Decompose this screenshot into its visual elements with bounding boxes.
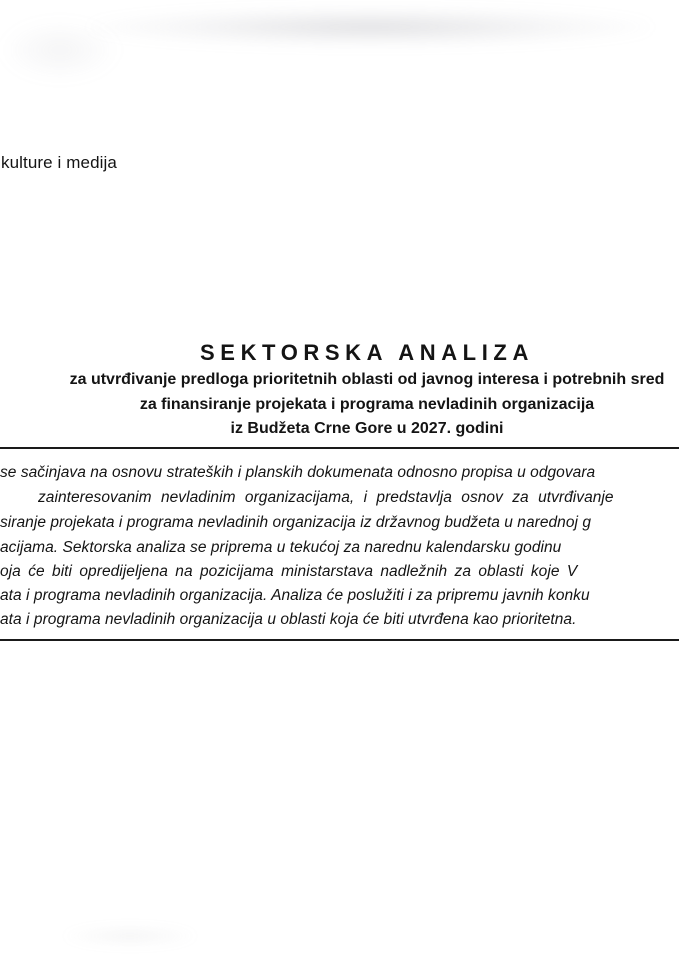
ministry-name-fragment: kulture i medija — [1, 153, 117, 172]
paragraph-line: ata i programa nevladinih organizacija u oblasti koja će biti utvrđena kao prioritetna. — [0, 611, 577, 628]
scan-artifact — [90, 8, 650, 46]
paragraph-line: siranje projekata i programa nevladinih organizacija iz državnog budžeta u narednoj g — [0, 514, 592, 531]
paragraph-line: oja će biti opredijeljena na pozicijama ministarstava nadležnih za oblasti koje V — [0, 563, 578, 580]
paragraph-line: zainteresovanim nevladinim organizacijama, i predstavlja osnov za utvrđivanje — [38, 489, 614, 506]
document-title: SEKTORSKA ANALIZA — [200, 340, 534, 365]
scan-artifact — [0, 20, 120, 80]
paragraph-line: ata i programa nevladinih organizacija. Analiza će poslužiti i za pripremu javnih konku — [0, 587, 590, 604]
paragraph-line: se sačinjava na osnovu strateških i planskih dokumenata odnosno propisa u odgovara — [0, 464, 596, 481]
subtitle-line: iz Budžeta Crne Gore u 2027. godini — [230, 420, 504, 437]
paragraph-line: acijama. Sektorska analiza se priprema u tekućoj za narednu kalendarsku godinu — [0, 539, 562, 556]
divider-top — [0, 447, 679, 449]
scan-artifact — [60, 925, 200, 947]
subtitle-line: za utvrđivanje predloga prioritetnih oblasti od javnog interesa i potrebnih sred — [69, 371, 665, 388]
subtitle-line: za finansiranje projekata i programa nevladinih organizacija — [139, 396, 595, 413]
divider-bottom — [0, 639, 679, 641]
